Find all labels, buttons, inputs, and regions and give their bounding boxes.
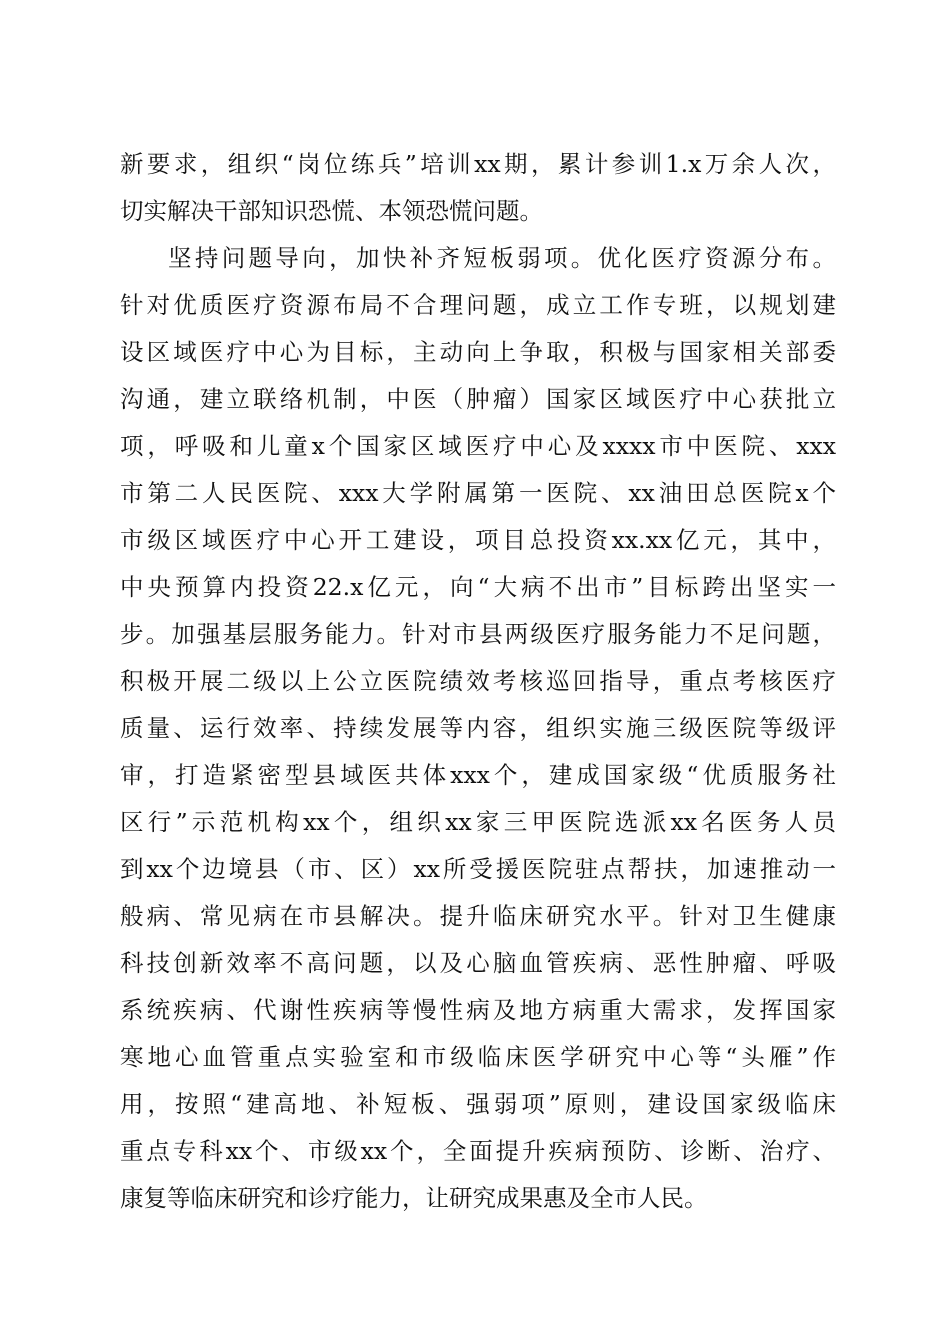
text-line: 坚持问题导向，加快补齐短板弱项。优化医疗资源分布。 (168, 244, 836, 272)
text-line: 针对优质医疗资源布局不合理问题，成立工作专班，以规划建 (120, 291, 836, 319)
text-line: 市第二人民医院、xxx大学附属第一医院、xx油田总医院x个 (120, 479, 836, 507)
text-line: 用，按照“建高地、补短板、强弱项”原则，建设国家级临床 (120, 1090, 836, 1118)
text-line: 积极开展二级以上公立医院绩效考核巡回指导，重点考核医疗 (120, 667, 836, 695)
text-line: 项，呼吸和儿童x个国家区域医疗中心及xxxx市中医院、xxx (120, 432, 836, 460)
text-line: 中央预算内投资22.x亿元，向“大病不出市”目标跨出坚实一 (120, 573, 836, 601)
text-line: 寒地心血管重点实验室和市级临床医学研究中心等“头雁”作 (120, 1043, 836, 1071)
text-line: 市级区域医疗中心开工建设，项目总投资xx.xx亿元，其中， (120, 526, 836, 554)
text-line: 康复等临床研究和诊疗能力，让研究成果惠及全市人民。 (120, 1184, 708, 1212)
text-line: 质量、运行效率、持续发展等内容，组织实施三级医院等级评 (120, 714, 836, 742)
text-line: 沟通，建立联络机制，中医（肿瘤）国家区域医疗中心获批立 (120, 385, 836, 413)
text-line: 般病、常见病在市县解决。提升临床研究水平。针对卫生健康 (120, 902, 836, 930)
text-line: 系统疾病、代谢性疾病等慢性病及地方病重大需求，发挥国家 (120, 996, 836, 1024)
text-line: 切实解决干部知识恐慌、本领恐慌问题。 (120, 197, 543, 225)
text-line: 科技创新效率不高问题，以及心脑血管疾病、恶性肿瘤、呼吸 (120, 949, 836, 977)
text-line: 审，打造紧密型县域医共体xxx个，建成国家级“优质服务社 (120, 761, 836, 789)
text-line: 区行”示范机构xx个，组织xx家三甲医院选派xx名医务人员 (120, 808, 836, 836)
text-line: 设区域医疗中心为目标，主动向上争取，积极与国家相关部委 (120, 338, 836, 366)
text-line: 新要求，组织“岗位练兵”培训xx期，累计参训1.x万余人次， (120, 150, 836, 178)
text-line: 重点专科xx个、市级xx个，全面提升疾病预防、诊断、治疗、 (120, 1137, 836, 1165)
text-line: 步。加强基层服务能力。针对市县两级医疗服务能力不足问题， (120, 620, 836, 648)
text-line: 到xx个边境县（市、区）xx所受援医院驻点帮扶，加速推动一 (120, 855, 836, 883)
